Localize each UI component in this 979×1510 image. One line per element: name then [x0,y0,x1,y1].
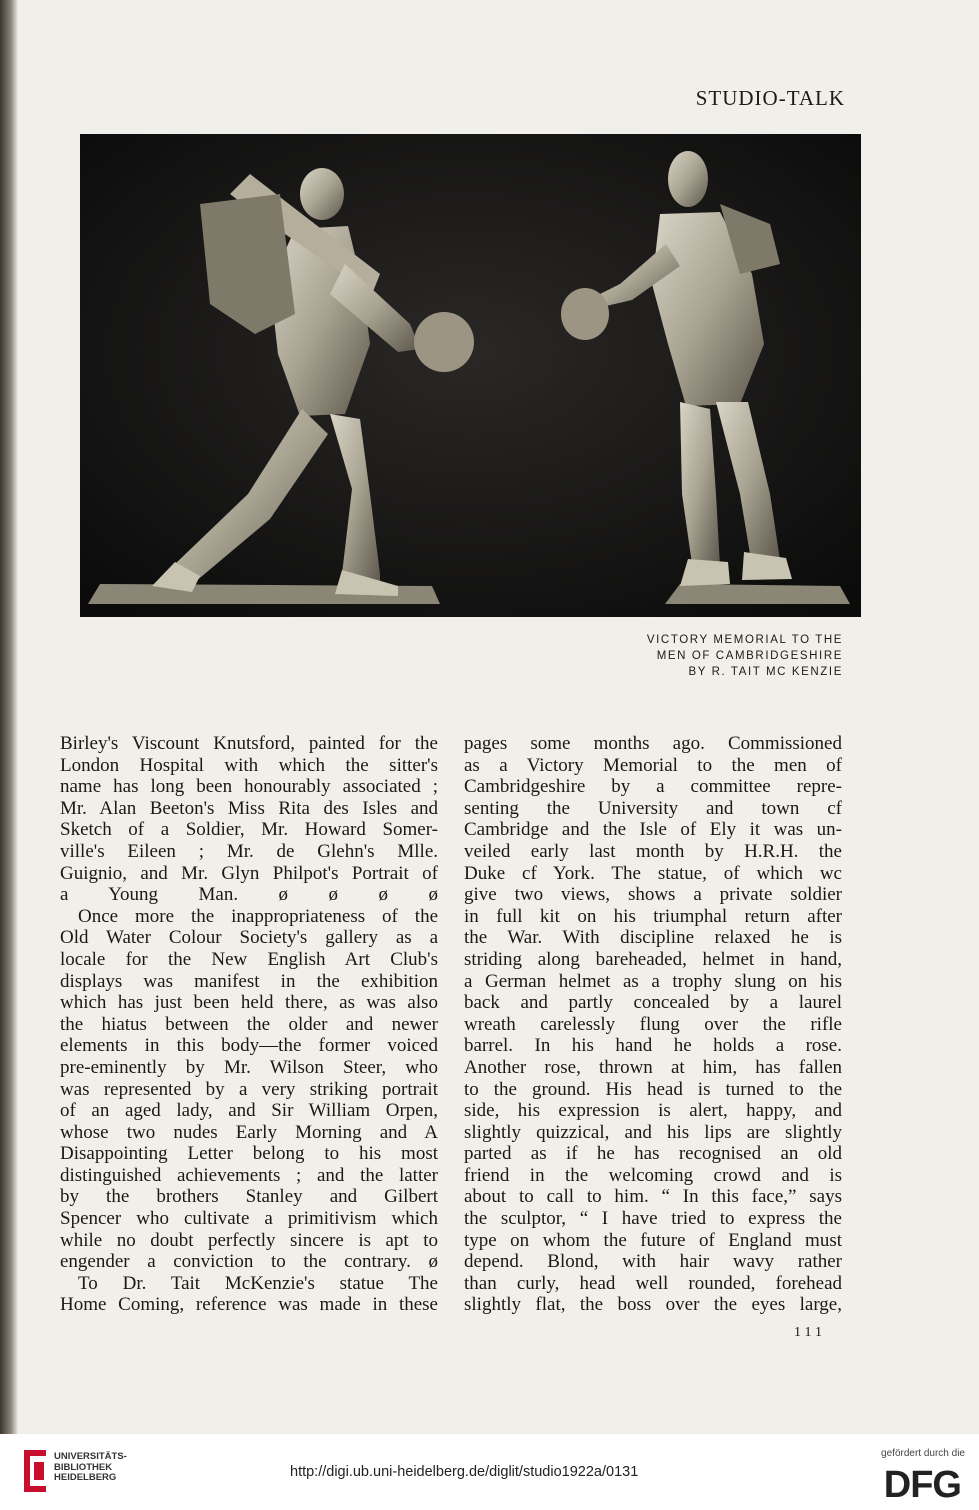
institution-line: UNIVERSITÄTS- [54,1451,127,1462]
text-line: as a Victory Memorial to the men of [464,754,842,776]
text-line: parted as if he has recognised an old [464,1143,842,1165]
text-line: a German helmet as a trophy slung on his [464,970,842,992]
text-line: displays was manifest in the exhibition [60,970,438,992]
text-line: Old Water Colour Society's gallery as a [60,927,438,949]
text-line: by the brothers Stanley and Gilbert [60,1186,438,1208]
text-line: pre-eminently by Mr. Wilson Steer, who [60,1056,438,1078]
digitization-footer [0,1434,979,1510]
text-line: side, his expression is alert, happy, and [464,1100,842,1122]
caption-line: BY R. TAIT MC KENZIE [688,666,843,678]
text-line: ville's Eileen ; Mr. de Glehn's Mlle. [60,840,438,862]
text-line: pages some months ago. Commissioned [464,733,842,754]
dfg-logo: DFG [883,1464,961,1506]
text-line: than curly, head well rounded, forehead [464,1272,842,1294]
text-line: Cambridgeshire by a committee repre- [464,776,842,798]
text-line: back and partly concealed by a laurel [464,992,842,1014]
text-line: was represented by a very striking portrait [60,1078,438,1100]
text-line: Guignio, and Mr. Glyn Philpot's Portrait of [60,862,438,884]
text-line: friend in the welcoming crowd and is [464,1164,842,1186]
text-line: barrel. In his hand he holds a rose. [464,1035,842,1057]
text-line: type on whom the future of England must [464,1229,842,1251]
university-library-logo-icon [22,1448,48,1494]
statue-two-views-illustration [80,134,861,617]
text-line: in full kit on his triumphal return after [464,905,842,927]
text-line: Cambridge and the Isle of Ely it was un- [464,819,842,841]
text-line: Sketch of a Soldier, Mr. Howard Somer- [60,819,438,841]
text-line: striding along bareheaded, helmet in hand, [464,948,842,970]
text-line: depend. Blond, with hair wavy rather [464,1251,842,1273]
text-line: Spencer who cultivate a primitivism which [60,1208,438,1230]
plate-caption [647,632,843,680]
text-line: the sculptor, “ I have tried to express the [464,1208,842,1230]
caption-line: MEN OF CAMBRIDGESHIRE [656,650,843,662]
text-line: engender a conviction to the contrary. ø [60,1251,438,1273]
sculpture-photograph [80,134,861,617]
scanned-page [18,0,979,1434]
text-line: to the ground. His head is turned to the [464,1078,842,1100]
text-line: whose two nudes Early Morning and A [60,1121,438,1143]
text-line: Disappointing Letter belong to his most [60,1143,438,1165]
text-line: slightly flat, the boss over the eyes large, [464,1294,842,1316]
institution-line: BIBLIOTHEK [54,1461,113,1473]
text-line: elements in this body—the former voiced [60,1035,438,1057]
right-text-column [464,733,842,1316]
text-line: name has long been honourably associated ; [60,776,438,798]
text-line: about to call to him. “ In this face,” says [464,1186,842,1208]
text-line: give two views, shows a private soldier [464,884,842,906]
text-line: Once more the inappropriateness of the [78,905,438,927]
text-line: Duke cf York. The statue, of which wc [464,862,842,884]
text-line: slightly quizzical, and his lips are slightly [464,1121,842,1143]
text-line: Birley's Viscount Knutsford, painted for the [60,733,438,754]
text-line: To Dr. Tait McKenzie's statue The [78,1272,438,1294]
running-head: STUDIO-TALK [695,86,845,110]
caption-line: VICTORY MEMORIAL TO THE [646,634,843,646]
page-number: 111 [794,1325,826,1340]
text-line: a Young Man. ø ø ø ø [60,884,438,906]
text-line: which has just been held there, as was also [60,992,438,1014]
left-text-column [60,733,438,1316]
text-line: Home Coming, reference was made in these [60,1294,438,1316]
text-line: senting the University and town cf [464,797,842,819]
text-line: while no doubt perfectly sincere is apt to [60,1229,438,1251]
funder-label: gefördert durch die [881,1448,965,1459]
text-line: distinguished achievements ; and the latter [60,1164,438,1186]
institution-line: HEIDELBERG [54,1472,117,1483]
text-line: Another rose, thrown at him, has fallen [464,1056,842,1078]
text-line: London Hospital with which the sitter's [60,754,438,776]
source-url-link[interactable]: http://digi.ub.uni-heidelberg.de/diglit/studio1922a/0131 [290,1464,639,1480]
scan-edge [0,0,18,1434]
text-line: of an aged lady, and Sir William Orpen, [60,1100,438,1122]
text-line: the hiatus between the older and newer [60,1013,438,1035]
text-line: Mr. Alan Beeton's Miss Rita des Isles and [60,797,438,819]
text-line: veiled early last month by H.R.H. the [464,840,842,862]
text-line: wreath carelessly flung over the rifle [464,1013,842,1035]
university-library-name [54,1452,127,1484]
text-line: locale for the New English Art Club's [60,948,438,970]
text-line: the War. With discipline relaxed he is [464,927,842,949]
